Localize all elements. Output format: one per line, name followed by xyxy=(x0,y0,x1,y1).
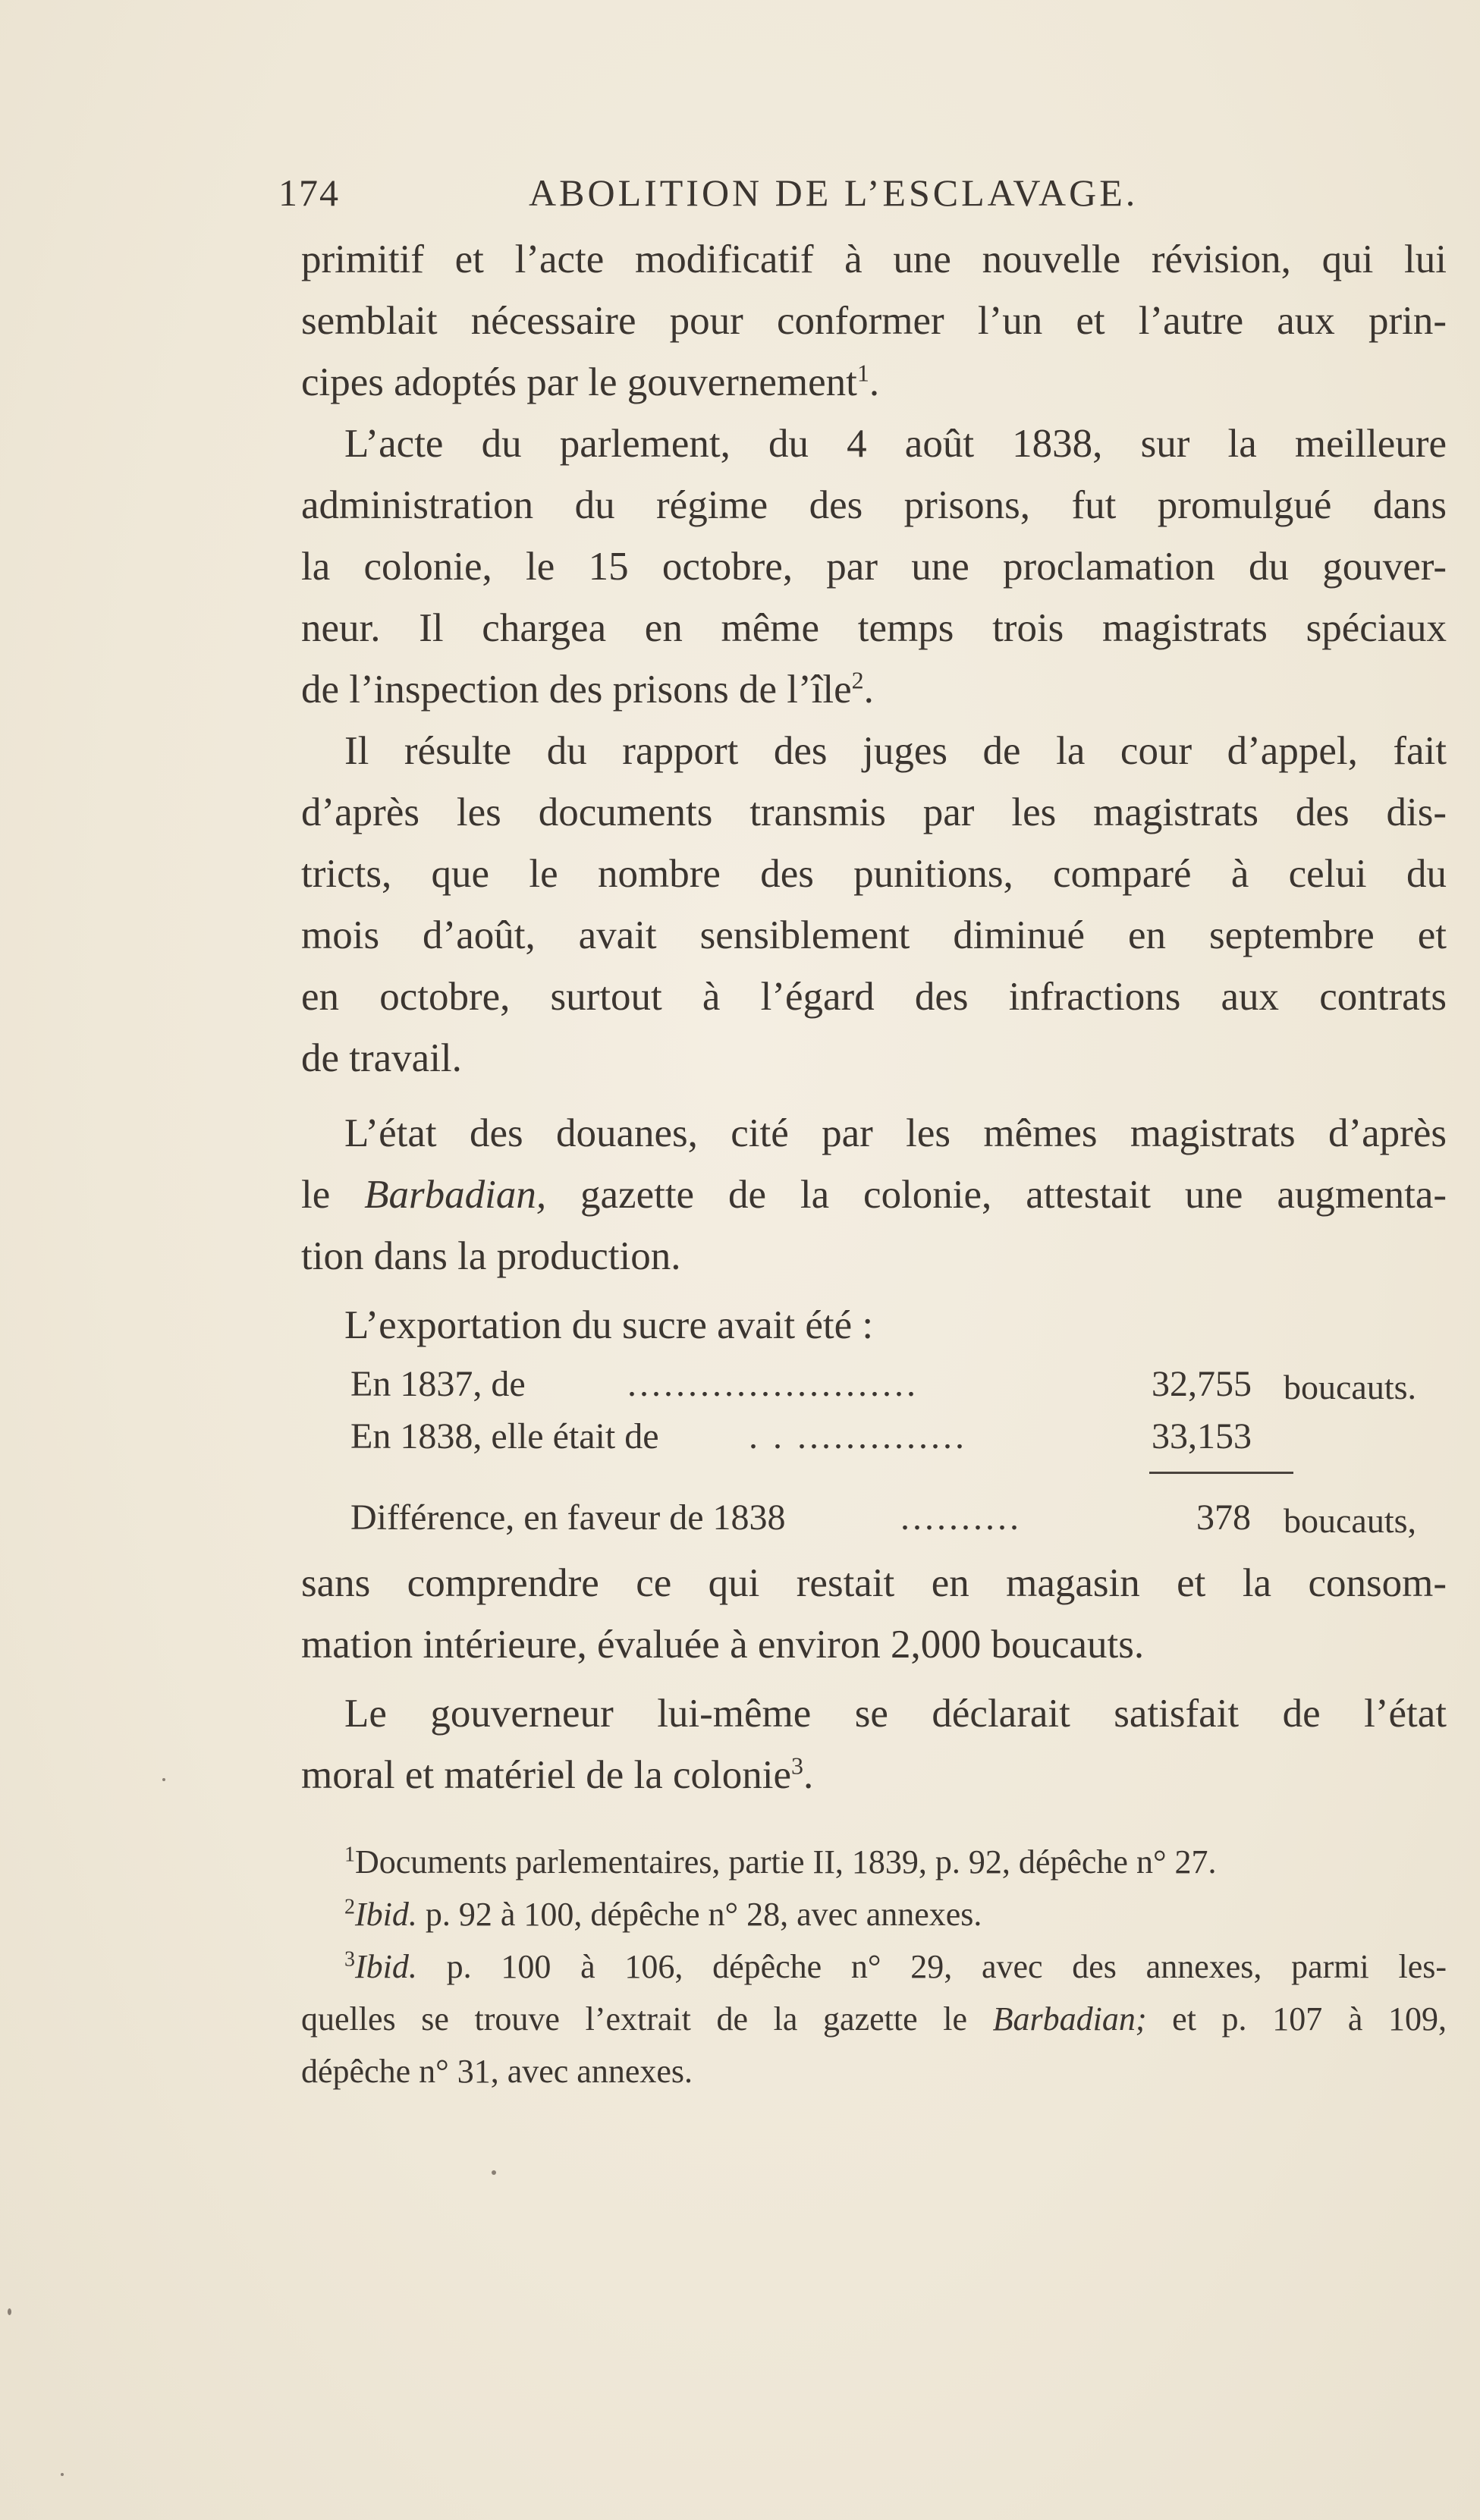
ledger-leaders: .......... xyxy=(900,1497,1022,1538)
page-header xyxy=(278,171,1447,216)
ledger-value: 32,755 xyxy=(1152,1364,1252,1404)
sum-rule xyxy=(1149,1472,1293,1474)
paragraph-line: mation intérieure, évaluée à environ 2,000 boucauts. xyxy=(301,1623,1145,1667)
ledger-leaders: . . .............. xyxy=(749,1416,967,1456)
ledger-value: 33,153 xyxy=(1152,1416,1252,1456)
ledger-label: En 1837, de xyxy=(350,1364,526,1404)
paragraph-line: L’acte du parlement, du 4 août 1838, sur la meilleure xyxy=(344,422,1447,466)
ledger-row xyxy=(301,1416,1447,1458)
paragraph-line: Il résulte du rapport des juges de la cour d’appel, fait xyxy=(344,729,1447,773)
paragraph-line: tion dans la production. xyxy=(301,1234,681,1278)
paragraph-text: de l’inspection des prisons de l’île xyxy=(301,668,852,712)
footnote-text: quelles se trouve l’extrait de la gazette le xyxy=(301,2000,993,2038)
paragraph-line: semblait nécessaire pour conformer l’un et l’autre aux prin- xyxy=(301,299,1447,343)
paragraph-text: le xyxy=(301,1173,365,1217)
paper-speck xyxy=(8,2308,11,2315)
footnote-text: Documents parlementaires, partie II, 1839, p. 92, dépêche n° 27. xyxy=(355,1843,1217,1881)
paragraph-line: primitif et l’acte modificatif à une nouvelle révision, qui lui xyxy=(301,237,1447,281)
footnote-ref: 2 xyxy=(851,666,864,694)
paragraph-line: mois d’août, avait sensiblement diminué en septembre et xyxy=(301,913,1447,957)
footnote-ibid: Ibid. xyxy=(355,1948,417,1985)
newspaper-title: Barbadian; xyxy=(992,2000,1147,2038)
paragraph-text: moral et matériel de la colonie xyxy=(301,1753,792,1797)
paragraph-line: L’exportation du sucre avait été : xyxy=(344,1303,874,1347)
footnote-ref: 1 xyxy=(856,359,869,387)
paragraph-text: . xyxy=(803,1753,814,1797)
footnote-mark: 1 xyxy=(344,1843,355,1867)
paper-speck xyxy=(61,2473,64,2476)
newspaper-title: Barbadian, xyxy=(364,1173,547,1217)
ledger-unit: boucauts, xyxy=(1284,1501,1417,1540)
paragraph-text: gazette de la colonie, attestait une augmenta- xyxy=(546,1173,1447,1217)
paragraph-text: . xyxy=(863,668,874,712)
paragraph-line: sans comprendre ce qui restait en magasin et la consom- xyxy=(301,1561,1447,1605)
paragraph-line: Le gouverneur lui-même se déclarait satisfait de l’état xyxy=(344,1692,1447,1736)
page-number: 174 xyxy=(278,171,340,214)
footnote-line: dépêche n° 31, avec annexes. xyxy=(301,2053,693,2090)
paragraph-line: de travail. xyxy=(301,1036,462,1080)
footnote-line xyxy=(301,1999,1447,2040)
ledger-leaders: ........................ xyxy=(627,1364,919,1404)
paragraph-line: tricts, que le nombre des punitions, comparé à celui du xyxy=(301,852,1447,896)
footnote-mark: 2 xyxy=(344,1895,355,1919)
paragraph-line: la colonie, le 15 octobre, par une proclamation du gouver- xyxy=(301,545,1447,589)
footnote xyxy=(344,1947,1447,1987)
paragraph-line xyxy=(301,1751,813,1799)
paragraph-line: L’état des douanes, cité par les mêmes magistrats d’après xyxy=(344,1111,1447,1155)
footnote-text: p. 100 à 106, dépêche n° 29, avec des annexes, parmi les- xyxy=(416,1948,1447,1985)
footnote-mark: 3 xyxy=(344,1947,355,1972)
ledger-row xyxy=(301,1363,1447,1406)
ledger-unit: boucauts. xyxy=(1284,1368,1417,1406)
paragraph-line xyxy=(301,358,879,407)
ledger-value: 378 xyxy=(1196,1497,1251,1538)
ledger-label: En 1838, elle était de xyxy=(350,1416,659,1456)
footnote-text: p. 92 à 100, dépêche n° 28, avec annexes. xyxy=(416,1896,982,1933)
paragraph-text: cipes adoptés par le gouvernement xyxy=(301,360,857,404)
footnote-text: et p. 107 à 109, xyxy=(1146,2000,1447,2038)
ledger-label: Différence, en faveur de 1838 xyxy=(350,1497,786,1538)
footnote-ref: 3 xyxy=(791,1752,804,1780)
paper-speck xyxy=(162,1778,165,1781)
footnote xyxy=(344,1842,1217,1883)
running-head: ABOLITION DE L’ESCLAVAGE. xyxy=(529,171,1139,214)
footnote-ibid: Ibid. xyxy=(355,1896,417,1933)
paragraph-line xyxy=(301,665,874,714)
paragraph-line: neur. Il chargea en même temps trois magistrats spéciaux xyxy=(301,606,1447,650)
ledger-row xyxy=(301,1497,1447,1539)
footnote xyxy=(344,1894,982,1935)
paragraph-line: d’après les documents transmis par les magistrats des dis- xyxy=(301,790,1447,834)
paper-speck xyxy=(492,2170,496,2175)
paragraph-line: en octobre, surtout à l’égard des infractions aux contrats xyxy=(301,975,1447,1019)
paragraph-line xyxy=(301,1170,1447,1219)
paragraph-line: administration du régime des prisons, fut promulgué dans xyxy=(301,483,1447,527)
paragraph-text: . xyxy=(869,360,880,404)
